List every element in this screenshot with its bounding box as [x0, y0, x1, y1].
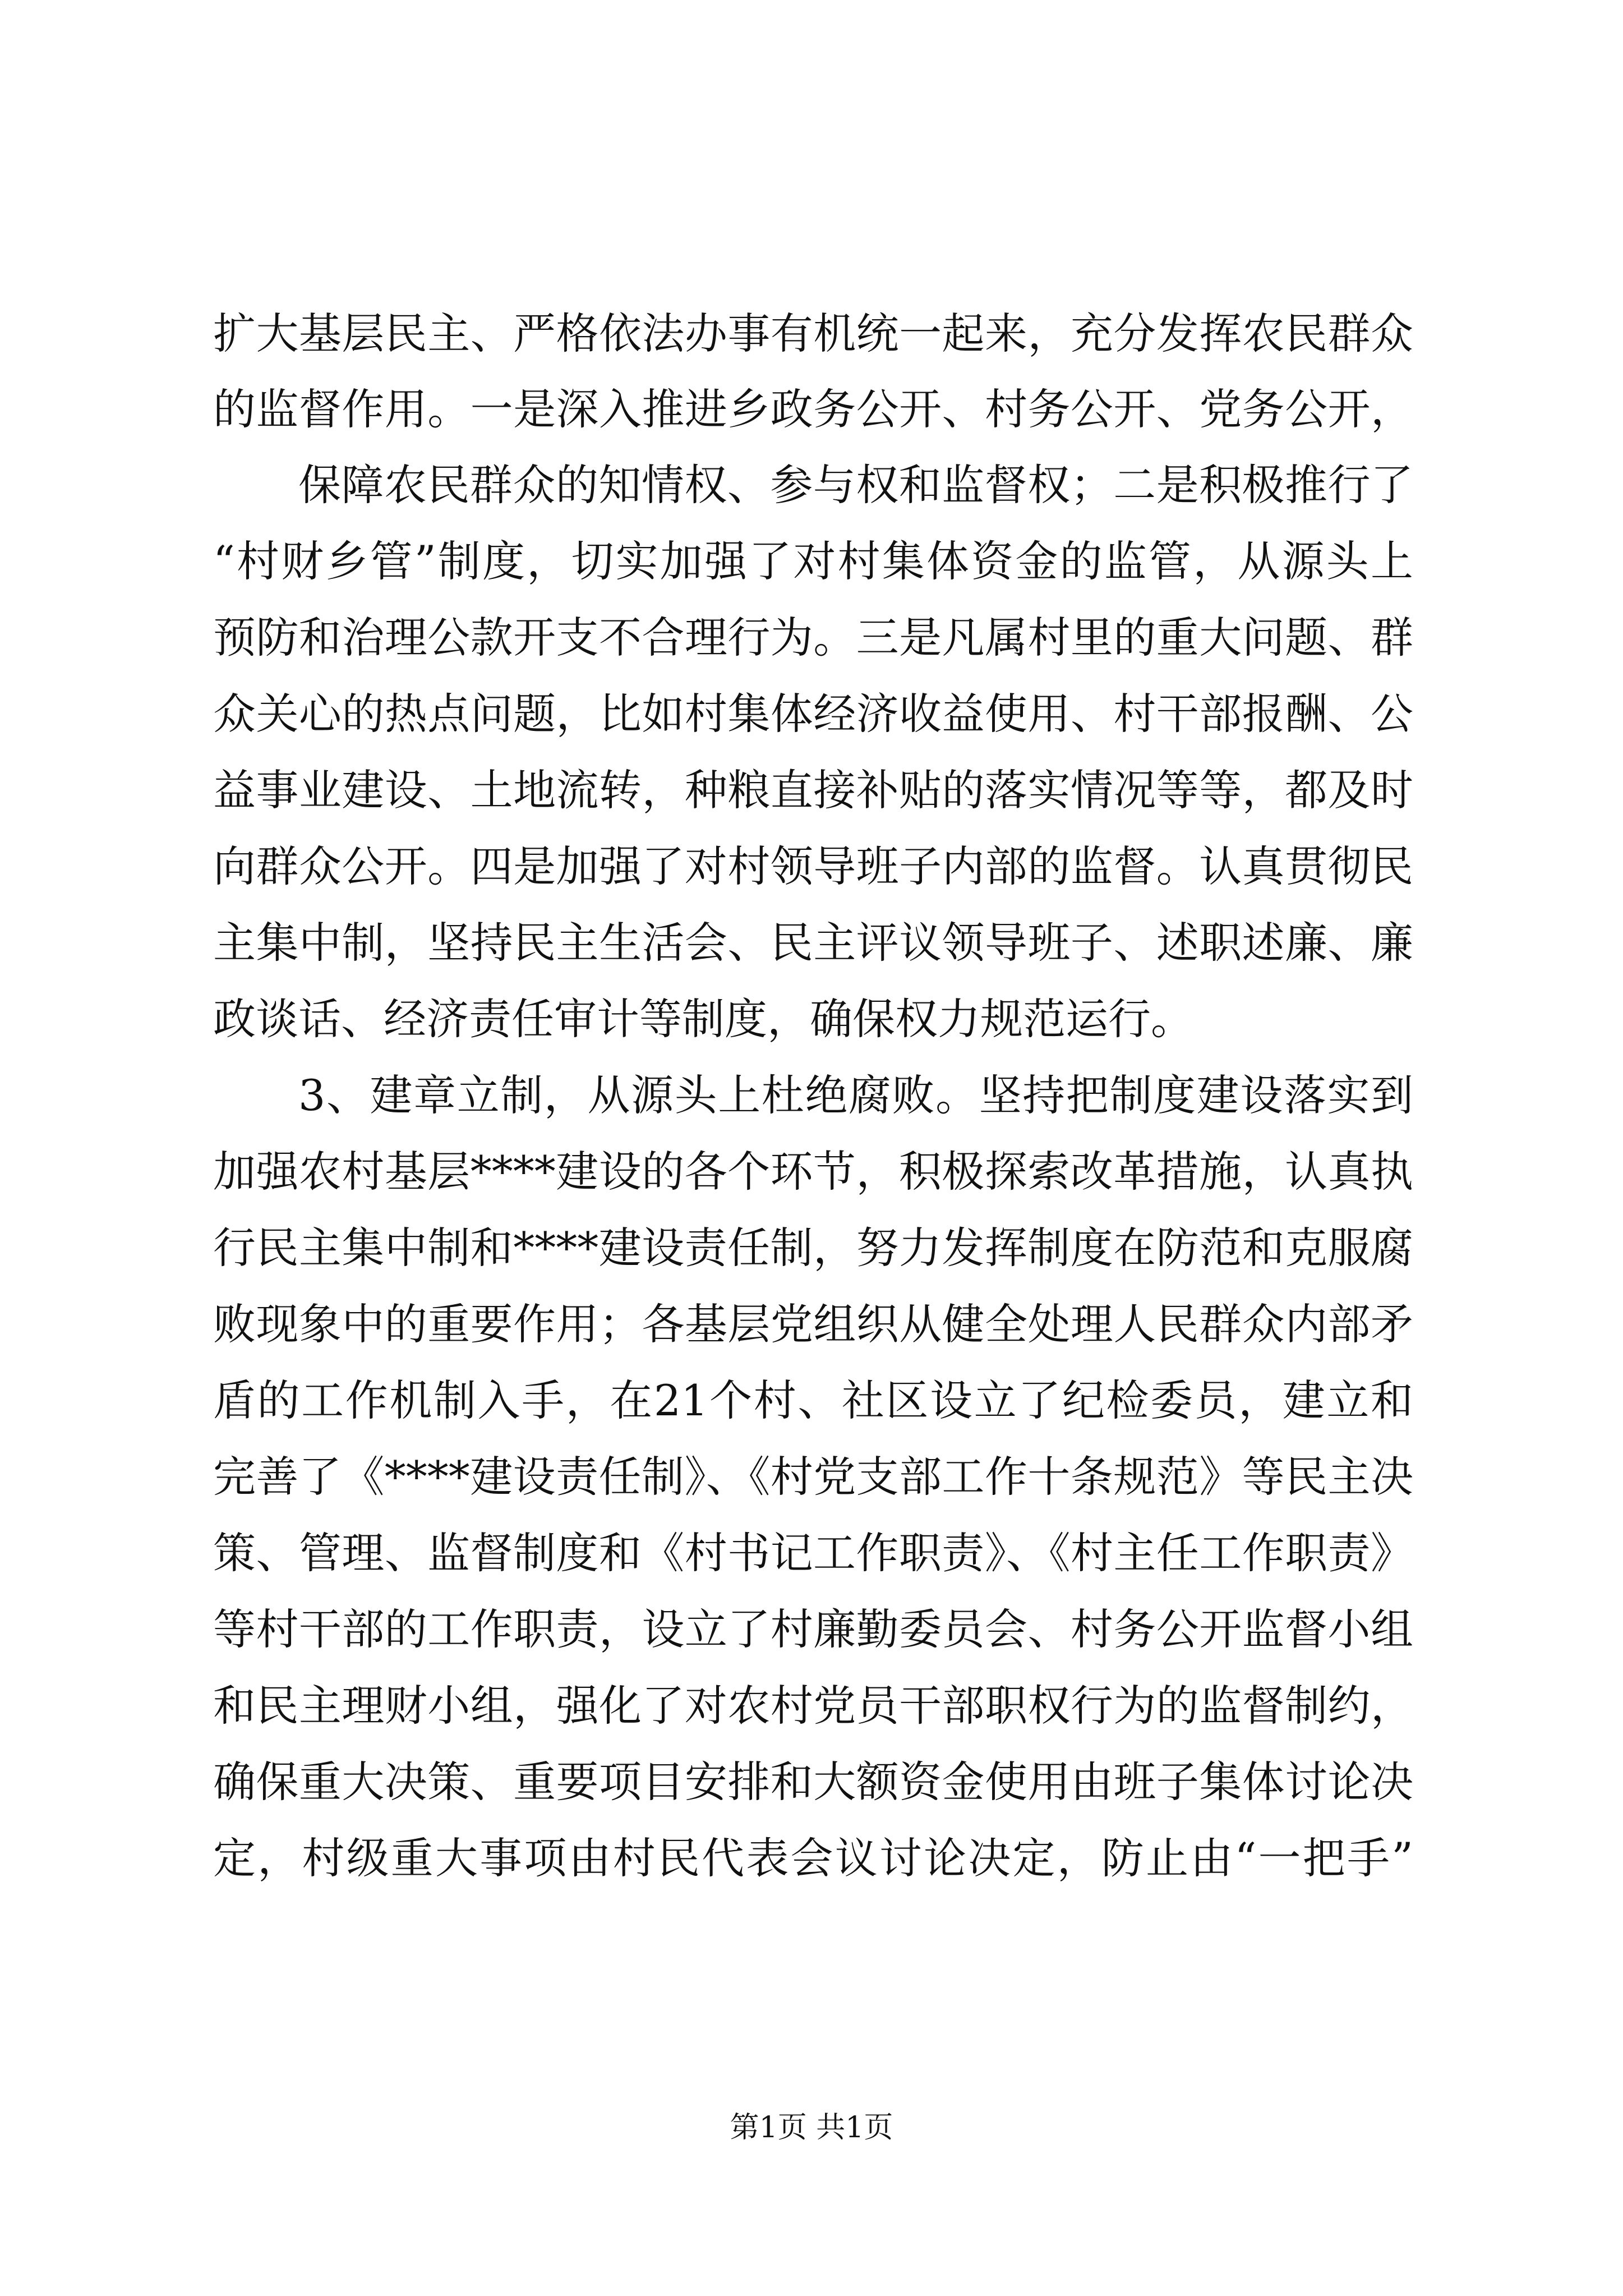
- text-line: 主集中制，坚持民主生活会、民主评议领导班子、述职述廉、廉: [213, 918, 1413, 968]
- text-line: 众关心的热点问题，比如村集体经济收益使用、村干部报酬、公: [213, 689, 1413, 739]
- text-line: 3、建章立制，从源头上杜绝腐败。坚持把制度建设落实到: [298, 1070, 1413, 1120]
- text-line: 向群众公开。四是加强了对村领导班子内部的监督。认真贯彻民: [213, 841, 1413, 891]
- text-line: 和民主理财小组，强化了对农村党员干部职权行为的监督制约，: [213, 1681, 1413, 1731]
- text-line: 完善了《****建设责任制》、《村党支部工作十条规范》等民主决: [213, 1452, 1413, 1502]
- text-line: 加强农村基层****建设的各个环节，积极探索改革措施，认真执: [213, 1147, 1413, 1197]
- text-line: 确保重大决策、重要项目安排和大额资金使用由班子集体讨论决: [213, 1757, 1413, 1807]
- text-line: 保障农民群众的知情权、参与权和监督权；二是积极推行了: [298, 460, 1413, 510]
- text-line: 败现象中的重要作用；各基层党组织从健全处理人民群众内部矛: [213, 1299, 1413, 1349]
- text-line: 盾的工作机制入手，在21个村、社区设立了纪检委员，建立和: [213, 1375, 1413, 1425]
- text-line: 定，村级重大事项由村民代表会议讨论决定，防止由“一把手”: [213, 1833, 1413, 1883]
- text-line: 益事业建设、土地流转，种粮直接补贴的落实情况等等，都及时: [213, 765, 1413, 815]
- text-line: 扩大基层民主、严格依法办事有机统一起来，充分发挥农民群众: [213, 309, 1413, 358]
- text-line: 行民主集中制和****建设责任制，努力发挥制度在防范和克服腐: [213, 1223, 1413, 1273]
- text-line: 等村干部的工作职责，设立了村廉勤委员会、村务公开监督小组: [213, 1604, 1413, 1654]
- text-line: 政谈话、经济责任审计等制度，确保权力规范运行。: [213, 994, 1193, 1044]
- text-line: 的监督作用。一是深入推进乡政务公开、村务公开、党务公开，: [213, 384, 1413, 434]
- page-footer: 第1页 共1页: [730, 2111, 893, 2145]
- text-line: 预防和治理公款开支不合理行为。三是凡属村里的重大问题、群: [213, 613, 1413, 662]
- text-line: “村财乡管”制度，切实加强了对村集体资金的监管，从源头上: [213, 536, 1413, 586]
- text-line: 策、管理、监督制度和《村书记工作职责》、《村主任工作职责》: [213, 1528, 1413, 1578]
